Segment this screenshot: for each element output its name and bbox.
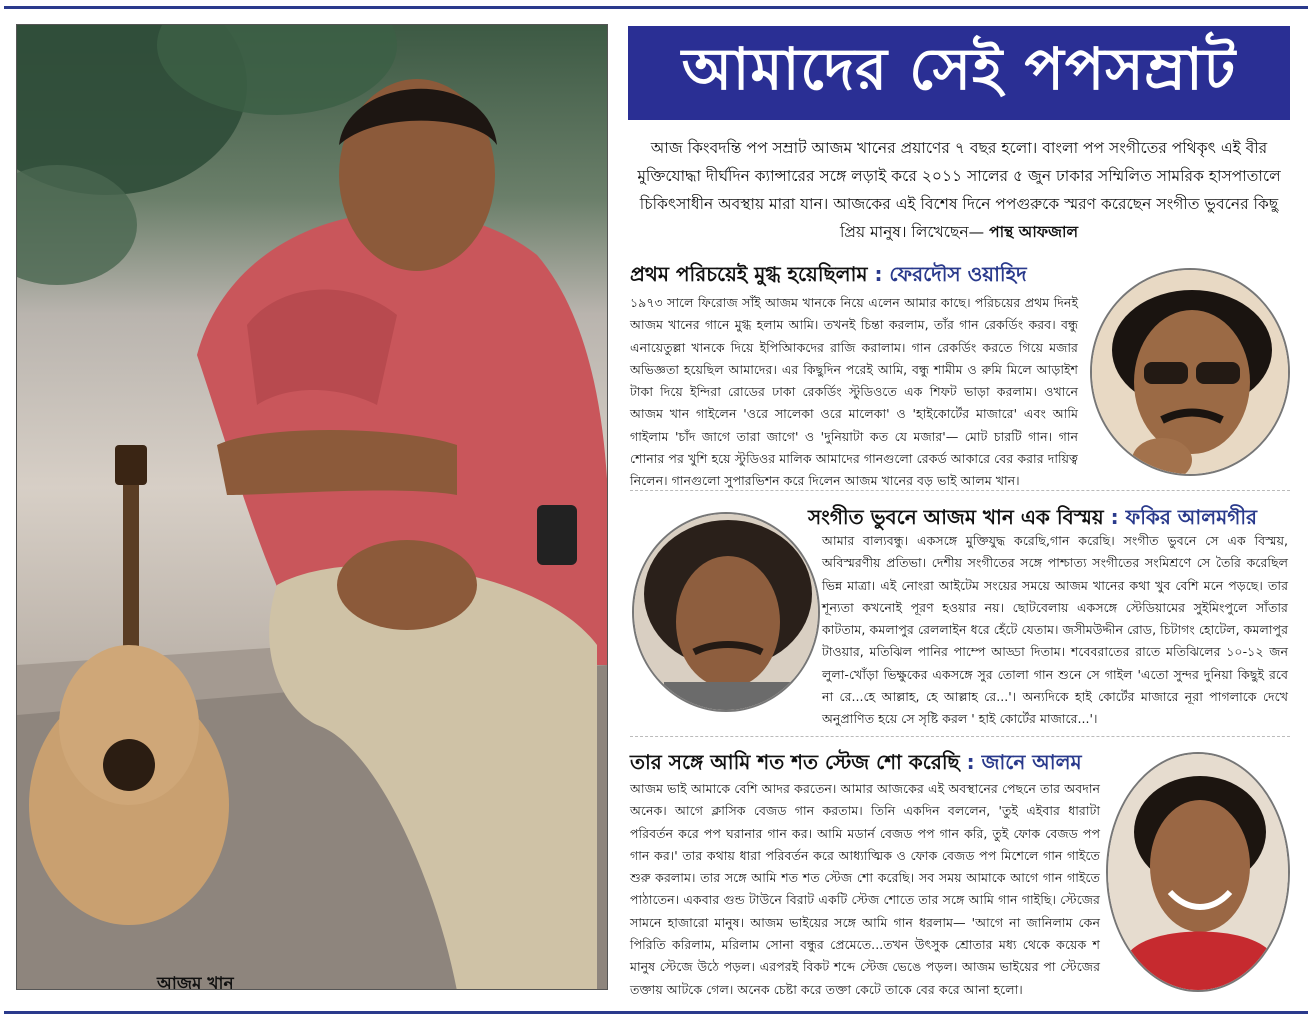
portrait-jane-alam bbox=[1106, 752, 1290, 992]
headline-banner: আমাদের সেই পপসম্রাট bbox=[628, 26, 1290, 120]
portrait-1-illustration bbox=[1092, 270, 1290, 476]
section-divider bbox=[630, 736, 1290, 737]
section-3-title bbox=[630, 748, 1082, 781]
portrait-ferdous-wahid bbox=[1090, 268, 1290, 476]
portrait-illustration bbox=[17, 25, 608, 990]
section-1-title bbox=[630, 260, 1027, 293]
section-1-body: ১৯৭৩ সালে ফিরোজ সাঁই আজম খানকে নিয়ে এলেন আমার কাছে। পরিচয়ের প্রথম দিনই আজম খানের গানে মুগ্ধ হলাম আমি। তখনই চিন্তা করলাম, তাঁর গান রেকর্ডিং করব। বন্ধু এনায়েতুল্লা খানকে দিয়ে ইপিআিকদের রাজি করালাম। গান রেকর্ডিং করতে গিয়ে মজার অভিজ্ঞতা হয়েছিল আমাদের। এর কিছুদিন পরেই আমি, বন্ধু শামীম ও রুমি মিলে আড়াইশ টাকা দিয়ে ইন্দিরা রোডের ঢাকা রেকর্ডিং স্টুডিওতে এক শিফট ভাড়া করলাম। ওখানে আজম খান গাইলেন 'ওরে সালেকা ওরে মালেকা' ও 'হাইকোর্টের মাজারে' এবং আমি গাইলাম 'চাঁদ জাগে তারা জাগে' ও 'দুনিয়াটা কত যে মজার'— মোট চারটি গান। গান শোনার পর খুশি হয়ে স্টুডিওর মালিক আমাদের গানগুলো রেকর্ড আকারে বের করার দায়িত্ব নিলেন। গানগুলো সুপারভিশন করে দিলেন আজম খানের বড় ভাই আলম খান। bbox=[630, 295, 1078, 489]
portrait-fakir-alamgir bbox=[632, 512, 820, 712]
photo-caption: আজম খান bbox=[157, 974, 234, 990]
section-1-heading: প্রথম পরিচয়েই মুগ্ধ হয়েছিলাম bbox=[630, 262, 868, 286]
intro-author: পান্থ আফজাল bbox=[989, 223, 1079, 241]
portrait-2-illustration bbox=[634, 514, 820, 712]
section-2-body: আমার বাল্যবন্ধু। একসঙ্গে মুক্তিযুদ্ধ করেছি,গান করেছি। সংগীত ভুবনে সে এক বিস্ময়, অবিস্মরণীয় প্রতিভা। দেশীয় সংগীতের সঙ্গে পাশ্চাত্য সংগীতের সংমিশ্রণে সে তৈরি করেছিল ভিন্ন মাত্রা। এই নোংরা আইটেম সংয়ের সময়ে আজম খানের কথা খুব বেশি মনে পড়ছে। তার শূন্যতা কখনোই পূরণ হওয়ার নয়। ছোটবেলায় একসঙ্গে স্টেডিয়ামের সুইমিংপুলে সাঁতার কাটতাম, কমলাপুর রেললাইন ধরে হেঁটে যেতাম। জসীমউদ্দীন রোড, চিটাগং হোটেল, কমলাপুর টাওয়ার, মতিঝিল পানির পাম্পে আড্ডা দিতাম। শবেবরাতের রাতে মতিঝিলের ১০-১২ জন লুলা-খোঁড়া ভিক্ষুকের একসঙ্গে সুর তোলা গান শুনে সে গাইল 'এতো সুন্দর দুনিয়া কিছুই রবে না রে...হে আল্লাহ, হে আল্লাহ রে...'। অন্যদিকে হাই কোর্টের মাজারে নূরা পাগলাকে দেখে অনুপ্রাণিত হয়ে সে সৃষ্টি করল ' হাই কোর্টের মাজারে...'। bbox=[822, 533, 1288, 727]
section-3-body: আজম ভাই আমাকে বেশি আদর করতেন। আমার আজকের এই অবস্থানের পেছনে তার অবদান অনেক। আগে ক্লাসিক বেজড গান করতাম। তিনি একদিন বললেন, 'তুই এইবার ধারাটা পরিবর্তন করে পপ ঘরানার গান কর। আমি মডার্ন বেজড পপ গান করি, তুই ফোক বেজড পপ গান কর।' তার কথায় ধারা পরিবর্তন করে আধ্যাত্মিক ও ফোক বেজড পপ মিশেলে গান গাইতে শুরু করলাম। তার সঙ্গে আমি শত শত স্টেজ শো করেছি। সব সময় আমাকে আগে গান গাইতে পাঠাতেন। একবার গুন্ড টাউনে বিরাট একটি স্টেজ শোতে তার সঙ্গে আমি গান গাইছি। স্টেজের সামনে হাজারো মানুষ। আজম ভাইয়ের সঙ্গে আমি গান ধরলাম— 'আগে না জানিলাম কেন পিরিতি করিলাম, মরিলাম সোনা বন্ধুর প্রেমেতে...তখন উৎসুক শ্রোতার মধ্য থেকে কয়েক শ মানুষ স্টেজে উঠে পড়ল। এরপরই বিকট শব্দে স্টেজ ভেঙে পড়ল। আজম ভাইয়ের পা স্টেজের তক্তায় আটকে গেল। অনেক চেষ্টা করে তক্তা কেটে তাকে বের করে আনা হলো। bbox=[630, 781, 1100, 997]
section-3-name: : জানে আলম bbox=[966, 750, 1082, 774]
section-2-name: : ফকির আলমগীর bbox=[1110, 505, 1258, 529]
intro-paragraph bbox=[628, 134, 1290, 246]
section-3-heading: তার সঙ্গে আমি শত শত স্টেজ শো করেছি bbox=[630, 750, 960, 774]
section-divider bbox=[630, 490, 1290, 491]
section-1-name: : ফেরদৌস ওয়াহিদ bbox=[874, 262, 1027, 286]
portrait-3-illustration bbox=[1108, 754, 1290, 992]
section-2-heading: সংগীত ভুবনে আজম খান এক বিস্ময় bbox=[808, 505, 1104, 529]
main-photo bbox=[16, 24, 608, 990]
intro-text: আজ কিংবদন্তি পপ সম্রাট আজম খানের প্রয়াণের ৭ বছর হলো। বাংলা পপ সংগীতের পথিকৃৎ এই বীর মুক্তিযোদ্ধা দীর্ঘদিন ক্যান্সারের সঙ্গে লড়াই করে ২০১১ সালের ৫ জুন ঢাকার সম্মিলিত সামরিক হাসপাতালে চিকিৎসাধীন অবস্থায় মারা যান। আজকের এই বিশেষ দিনে পপগুরুকে স্মরণ করেছেন সংগীত ভুবনের কিছু প্রিয় মানুষ। লিখেছেন— bbox=[637, 139, 1281, 241]
